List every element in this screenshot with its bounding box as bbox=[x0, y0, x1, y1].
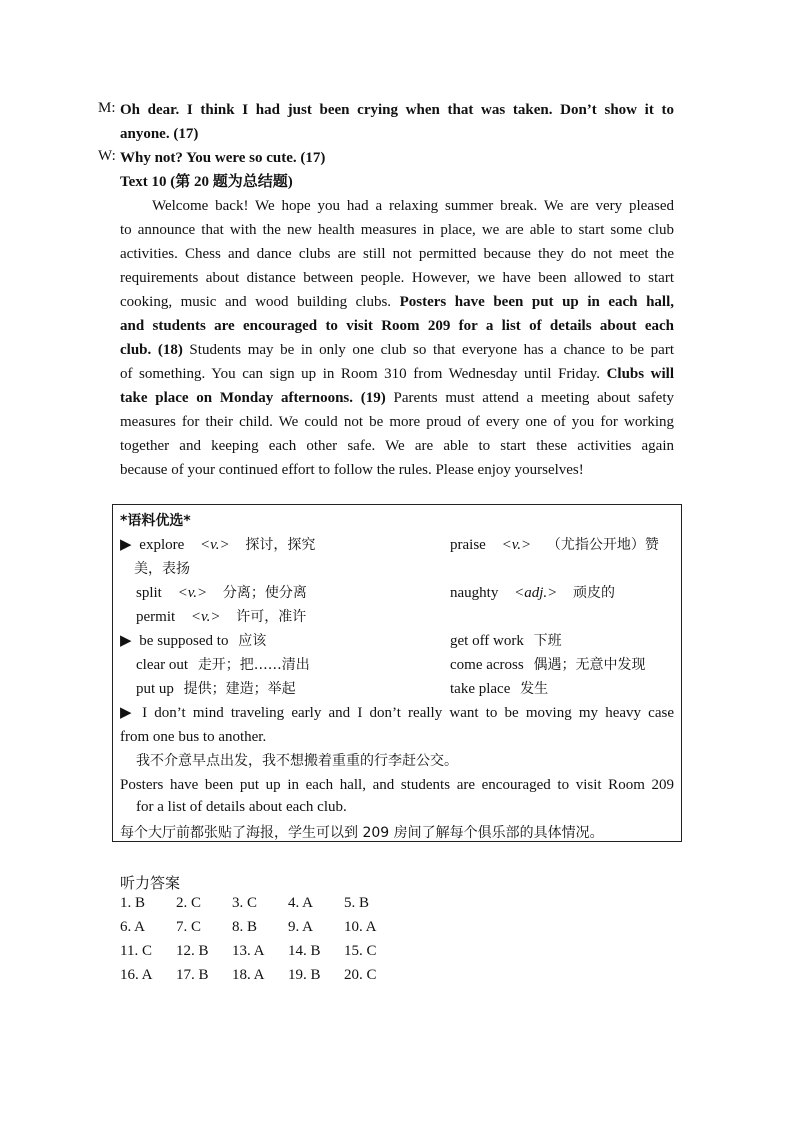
answer-item: 9. A bbox=[288, 919, 314, 935]
permit-entry: permit <v.> 许可，准许 bbox=[136, 609, 307, 625]
answer-item: 16. A bbox=[120, 967, 153, 983]
sentence1-line2: from one bus to another. bbox=[120, 729, 267, 745]
answer-item: 2. C bbox=[176, 895, 202, 911]
answer-item: 15. C bbox=[344, 943, 377, 959]
answer-item: 18. A bbox=[232, 967, 265, 983]
explore-entry: ▶ explore <v.> 探讨，探究 bbox=[120, 537, 316, 553]
answer-item: 3. C bbox=[232, 895, 258, 911]
bullet-icon: ▶ bbox=[120, 705, 135, 721]
take-place-entry: take place 发生 bbox=[450, 681, 549, 697]
answer-item: 10. A bbox=[344, 919, 377, 935]
text10-line: club. (18) Students may be in only one club so that everyone has a chance to be part bbox=[120, 342, 675, 358]
answer-item: 6. A bbox=[120, 919, 146, 935]
sentence2-line1: Posters have been put up in each hall, and students are encouraged to visit Room 209 bbox=[120, 777, 674, 793]
naughty-entry: naughty <adj.> 顽皮的 bbox=[450, 585, 615, 601]
answer-item: 12. B bbox=[176, 943, 209, 959]
corpus-title: *语料优选* bbox=[120, 513, 191, 529]
be-supposed-to-entry: ▶ be supposed to 应该 bbox=[120, 633, 267, 649]
dialogue-w-line: Why not? You were so cute. (17) bbox=[120, 150, 326, 166]
answer-item: 4. A bbox=[288, 895, 314, 911]
answer-item: 19. B bbox=[288, 967, 321, 983]
come-across-entry: come across 偶遇；无意中发现 bbox=[450, 657, 646, 673]
sentence2-cn: 每个大厅前都张贴了海报，学生可以到 209 房间了解每个俱乐部的具体情况。 bbox=[120, 825, 604, 841]
text10-line: measures for their child. We could not be more proud of every one of you for working bbox=[120, 414, 674, 430]
answer-item: 20. C bbox=[344, 967, 377, 983]
bullet-icon: ▶ bbox=[120, 633, 132, 649]
answer-item: 13. A bbox=[232, 943, 265, 959]
praise-meaning-cont: 美，表扬 bbox=[134, 561, 190, 577]
bullet-icon: ▶ bbox=[120, 537, 132, 553]
text10-line: activities. Chess and dance clubs are still not permitted because they do not meet the bbox=[120, 246, 674, 262]
answer-item: 11. C bbox=[120, 943, 152, 959]
text10-line: together and keeping each other safe. We are able to start these activities again bbox=[120, 438, 674, 454]
clear-out-entry: clear out 走开；把……清出 bbox=[136, 657, 310, 673]
text10-line: and students are encouraged to visit Room 209 for a list of details about each bbox=[120, 318, 674, 334]
text10-line: Welcome back! We hope you had a relaxing summer break. We are very pleased bbox=[152, 198, 674, 214]
answer-item: 8. B bbox=[232, 919, 258, 935]
put-up-entry: put up 提供；建造；举起 bbox=[136, 681, 296, 697]
text10-line: take place on Monday afternoons. (19) Parents must attend a meeting about safety bbox=[120, 390, 674, 406]
speaker-m: M: bbox=[98, 100, 116, 116]
sentence2-line2: for a list of details about each club. bbox=[136, 799, 347, 815]
get-off-work-entry: get off work 下班 bbox=[450, 633, 562, 649]
sentence1-cn: 我不介意早点出发，我不想搬着重重的行李赶公交。 bbox=[136, 753, 458, 769]
text10-line: because of your continued effort to follow the rules. Please enjoy yourselves! bbox=[120, 462, 584, 478]
answers-title: 听力答案 bbox=[120, 874, 181, 892]
sentence1-line1: ▶ I don’t mind traveling early and I don’t really want to be moving my heavy case bbox=[120, 705, 674, 721]
praise-entry: praise <v.> （尤指公开地）赞 bbox=[450, 537, 659, 553]
speaker-w: W: bbox=[98, 148, 116, 164]
answer-item: 5. B bbox=[344, 895, 370, 911]
answer-item: 17. B bbox=[176, 967, 209, 983]
dialogue-m-line2: anyone. (17) bbox=[120, 126, 199, 142]
answer-item: 14. B bbox=[288, 943, 321, 959]
text10-line: cooking, music and wood building clubs. Posters have been put up in each hall, bbox=[120, 294, 674, 310]
answer-item: 1. B bbox=[120, 895, 146, 911]
dialogue-m-line1: Oh dear. I think I had just been crying when that was taken. Don’t show it to bbox=[120, 102, 674, 118]
split-entry: split <v.> 分离；使分离 bbox=[136, 585, 307, 601]
text10-line: of something. You can sign up in Room 310 from Wednesday until Friday. Clubs will bbox=[120, 366, 674, 382]
text10-line: to announce that with the new health measures in place, we are able to start some club bbox=[120, 222, 674, 238]
answer-item: 7. C bbox=[176, 919, 202, 935]
text10-heading: Text 10 (第 20 题为总结题) bbox=[120, 174, 293, 190]
text10-line: requirements about distance between people. However, we have been allowed to start bbox=[120, 270, 674, 286]
